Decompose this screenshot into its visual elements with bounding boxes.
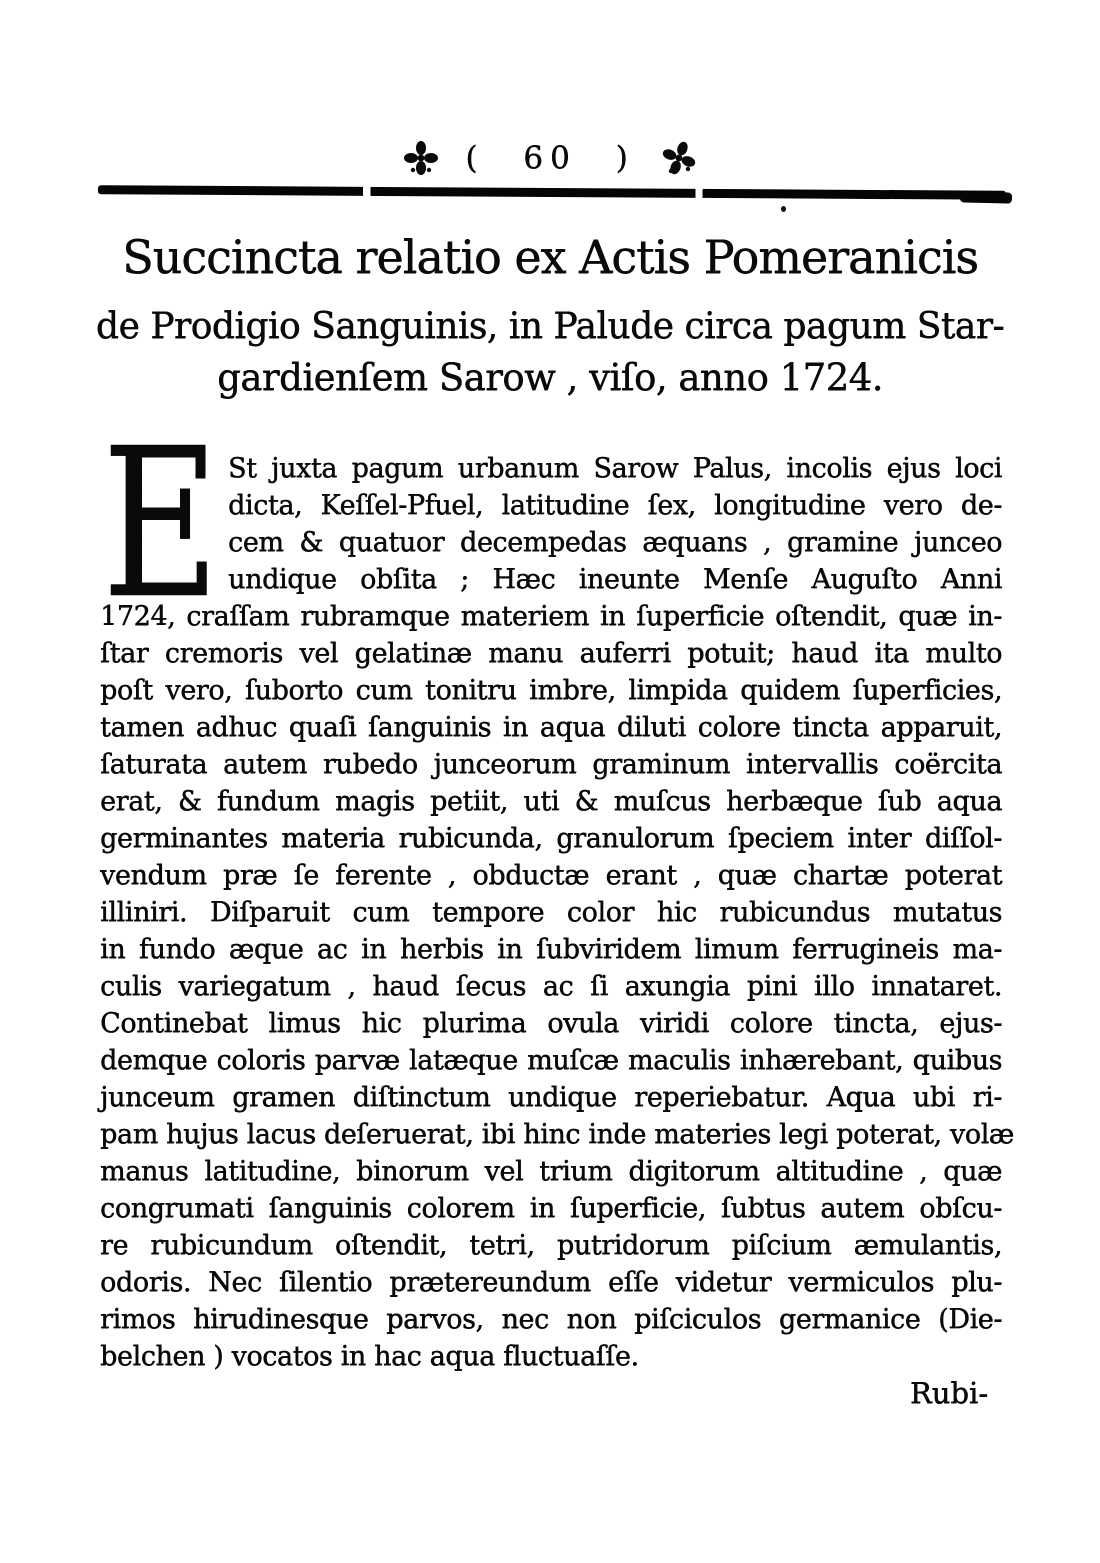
ink-speck	[781, 206, 786, 212]
body-line: re rubicundum oſtendit, tetri, putridorum piſcium æmulantis,	[100, 1230, 1002, 1261]
body-line: ſaturata autem rubedo junceorum graminum intervallis coërcita	[100, 749, 1002, 780]
body-line: cem & quatuor decempedas æquans , gramine junceo	[228, 527, 1002, 558]
body-line: germinantes materia rubicunda, granulorum ſpeciem inter diſſol-	[100, 823, 1002, 854]
body-line: undique obſita ; Hæc ineunte Menſe Auguſto Anni	[228, 564, 1002, 595]
page-number: ( 60 )	[465, 140, 635, 176]
body-line: vendum præ ſe ferente , obductæ erant , quæ chartæ poterat	[100, 860, 1002, 891]
body-line: rimos hirudinesque parvos, nec non piſciculos germanice (Die-	[100, 1304, 1002, 1335]
body-line: St juxta pagum urbanum Sarow Palus, incolis ejus loci	[228, 453, 1002, 484]
body-line: dicta, Keſſel-Pfuel, latitudine ſex, longitudine vero de-	[228, 490, 1002, 521]
body-line: erat, & fundum magis petiit, uti & muſcus herbæque ſub aqua	[100, 786, 1002, 817]
body-line: culis variegatum , haud ſecus ac ſi axungia pini illo innataret.	[100, 971, 1002, 1002]
header-rule	[98, 185, 1006, 200]
title-line-3: gardienſem Sarow , viſo, anno 1724.	[217, 356, 883, 399]
body-line: tamen adhuc quaſi ſanguinis in aqua diluti colore tincta apparuit,	[100, 712, 1002, 743]
title-line-2: de Prodigio Sanguinis, in Palude circa pagum Star-	[95, 306, 1005, 347]
header-rule-end	[960, 191, 1012, 203]
body-line: odoris. Nec ſilentio prætereundum eſſe videtur vermiculos plu-	[100, 1267, 1002, 1298]
body-line: demque coloris parvæ latæque muſcæ maculis inhærebant, quibus	[100, 1045, 1002, 1076]
fleuron-right-icon	[661, 140, 697, 176]
body-line: Continebat limus hic plurima ovula viridi colore tincta, ejus-	[100, 1008, 1002, 1039]
body-line: poſt vero, ſuborto cum tonitru imbre, limpida quidem ſuperficies,	[100, 675, 1002, 706]
body-line: ſtar cremoris vel gelatinæ manu auferri potuit; haud ita multo	[100, 638, 1002, 669]
body-line: congrumati ſanguinis colorem in ſuperficie, ſubtus autem obſcu-	[100, 1193, 1002, 1224]
body-line: manus latitudine, binorum vel trium digitorum altitudine , quæ	[100, 1156, 1002, 1187]
body-line: pam hujus lacus deſeruerat, ibi hinc inde materies legi poterat, volæ	[100, 1119, 1014, 1150]
body-text	[100, 404, 1014, 1375]
drop-cap: E	[102, 404, 220, 644]
body-line: junceum gramen diſtinctum undique reperiebatur. Aqua ubi ri-	[100, 1082, 1002, 1113]
body-line: belchen ) vocatos in hac aqua fluctuaſſe.	[100, 1341, 639, 1372]
catchword: Rubi-	[909, 1376, 988, 1410]
body-line: in fundo æque ac in herbis in ſubviridem limum ferrugineis ma-	[100, 934, 1002, 965]
title-line-1: Succincta relatio ex Actis Pomeranicis	[122, 230, 978, 284]
page-header	[0, 140, 1100, 184]
body-line: illiniri. Diſparuit cum tempore color hic rubicundus mutatus	[100, 897, 1002, 928]
fleuron-left-icon	[403, 140, 439, 176]
body-line: 1724, craſſam rubramque materiem in ſuperficie oſtendit, quæ in-	[100, 601, 1002, 632]
